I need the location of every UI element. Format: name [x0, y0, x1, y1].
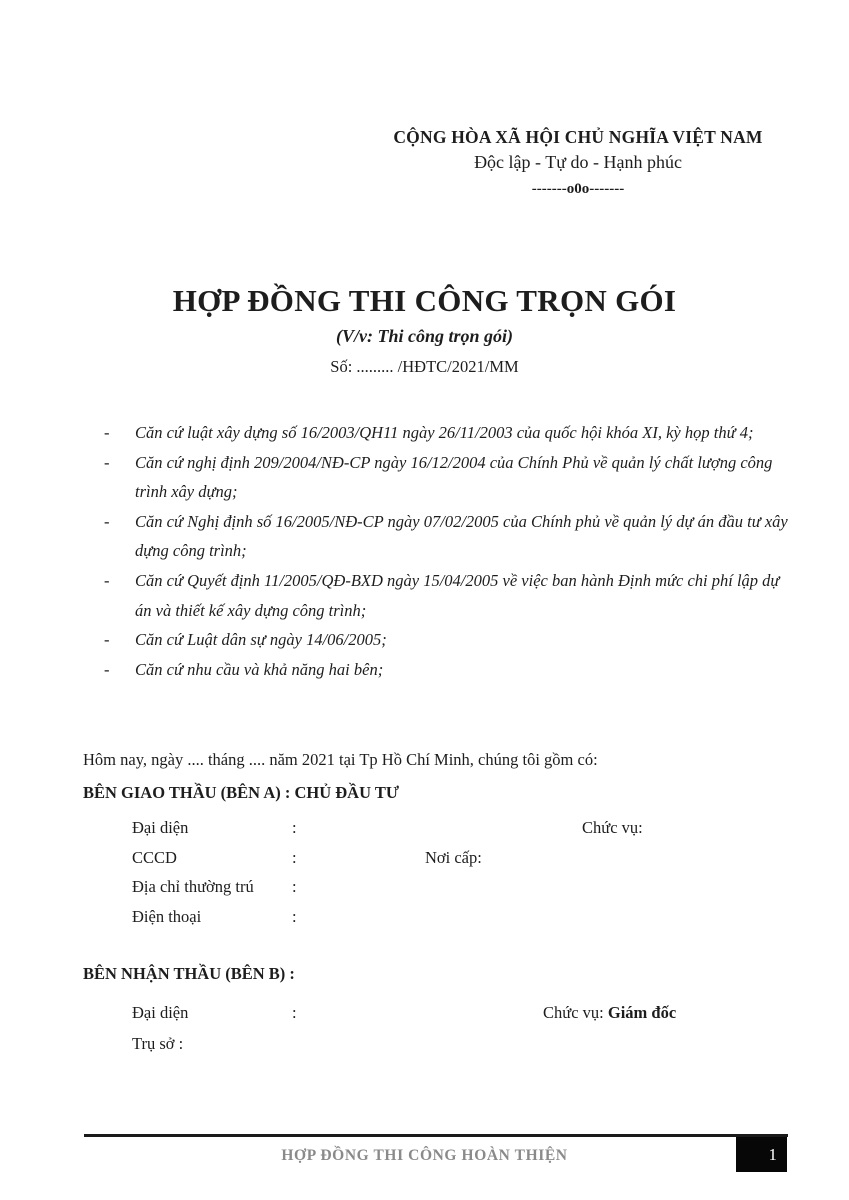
field-colon: :: [292, 818, 297, 837]
field-row-cccd: [83, 843, 795, 873]
field-label-chuc-vu: Chức vụ:: [543, 1003, 604, 1022]
intro-line: Hôm nay, ngày .... tháng .... năm 2021 tại Tp Hồ Chí Minh, chúng tôi gồm có:: [83, 750, 598, 769]
bullet-dash: -: [104, 659, 110, 679]
field-label: Địa chỉ thường trú: [132, 877, 254, 897]
legal-basis-text: Căn cứ Quyết định 11/2005/QĐ-BXD ngày 15/04/2005 về việc ban hành Định mức chi phí lập dự án và thiết kế xây dựng công trình;: [135, 570, 780, 620]
field-colon: :: [292, 906, 297, 926]
legal-basis-text: Căn cứ Nghị định số 16/2005/NĐ-CP ngày 07/02/2005 của Chính phủ về quản lý dự án đầu tư xây dựng công trình;: [135, 511, 788, 561]
bullet-dash: -: [104, 630, 110, 650]
page-number: 1: [768, 1145, 777, 1164]
field-label: Trụ sở :: [132, 1034, 184, 1053]
legal-basis-item: [83, 566, 795, 625]
legal-basis-text: Căn cứ nhu cầu và khả năng hai bên;: [135, 659, 384, 679]
bullet-dash: -: [104, 452, 110, 472]
field-colon: :: [292, 1003, 297, 1022]
national-header: [333, 126, 823, 202]
document-title: HỢP ĐỒNG THI CÔNG TRỌN GÓI: [172, 283, 677, 318]
legal-basis-text: Căn cứ nghị định 209/2004/NĐ-CP ngày 16/12/2004 của Chính Phủ về quản lý chất lượng công trình xây dựng;: [135, 452, 773, 502]
field-row-dai-dien: [83, 813, 795, 843]
field-label: Đại diện: [132, 818, 189, 837]
legal-basis-item: [83, 507, 795, 566]
field-label-noi-cap: Nơi cấp:: [425, 847, 482, 867]
party-b-heading: BÊN NHẬN THẦU (BÊN B) :: [83, 964, 295, 983]
field-colon: :: [292, 877, 297, 897]
footer-title: HỢP ĐỒNG THI CÔNG HOÀN THIỆN: [281, 1147, 568, 1164]
party-a-section: [83, 781, 795, 931]
document-number-line: Số: ......... /HĐTC/2021/MM: [330, 357, 519, 376]
field-chuc-vu: [543, 997, 676, 1028]
footer-divider: [84, 1134, 788, 1137]
legal-basis-text: Căn cứ Luật dân sự ngày 14/06/2005;: [135, 630, 387, 650]
field-label: CCCD: [132, 847, 177, 867]
legal-bases-list: [83, 418, 795, 684]
bullet-dash: -: [104, 423, 110, 442]
national-header-title: CỘNG HÒA XÃ HỘI CHỦ NGHĨA VIỆT NAM: [393, 127, 763, 147]
legal-basis-text: Căn cứ luật xây dựng số 16/2003/QH11 ngày 26/11/2003 của quốc hội khóa XI, kỳ họp thứ 4;: [135, 423, 754, 442]
field-colon: :: [292, 847, 297, 867]
party-b-section: [83, 962, 795, 1059]
field-label: Đại diện: [132, 1003, 189, 1022]
field-row-tru-so: [83, 1028, 795, 1059]
document-subtitle: (V/v: Thi công trọn gói): [335, 326, 513, 346]
party-b-fields: [83, 997, 795, 1059]
field-row-dia-chi: [83, 872, 795, 902]
header-separator: -------o0o-------: [531, 181, 625, 197]
bullet-dash: -: [104, 511, 110, 531]
field-value-giam-doc: Giám đốc: [607, 1003, 677, 1022]
bullet-dash: -: [104, 570, 110, 590]
field-label: Điện thoại: [132, 906, 202, 926]
field-label-chuc-vu: Chức vụ:: [582, 818, 643, 837]
title-block: [0, 281, 849, 379]
legal-basis-item: [83, 655, 795, 685]
national-motto: Độc lập - Tự do - Hạnh phúc: [474, 152, 682, 172]
legal-basis-item: [83, 625, 795, 655]
field-row-dai-dien: [83, 997, 795, 1028]
party-a-heading: BÊN GIAO THẦU (BÊN A) : CHỦ ĐẦU TƯ: [83, 783, 399, 802]
page-number-badge: [736, 1137, 787, 1172]
legal-basis-item: [83, 448, 795, 507]
field-row-dien-thoai: [83, 902, 795, 932]
party-a-fields: [83, 813, 795, 931]
legal-basis-item: [83, 418, 795, 448]
